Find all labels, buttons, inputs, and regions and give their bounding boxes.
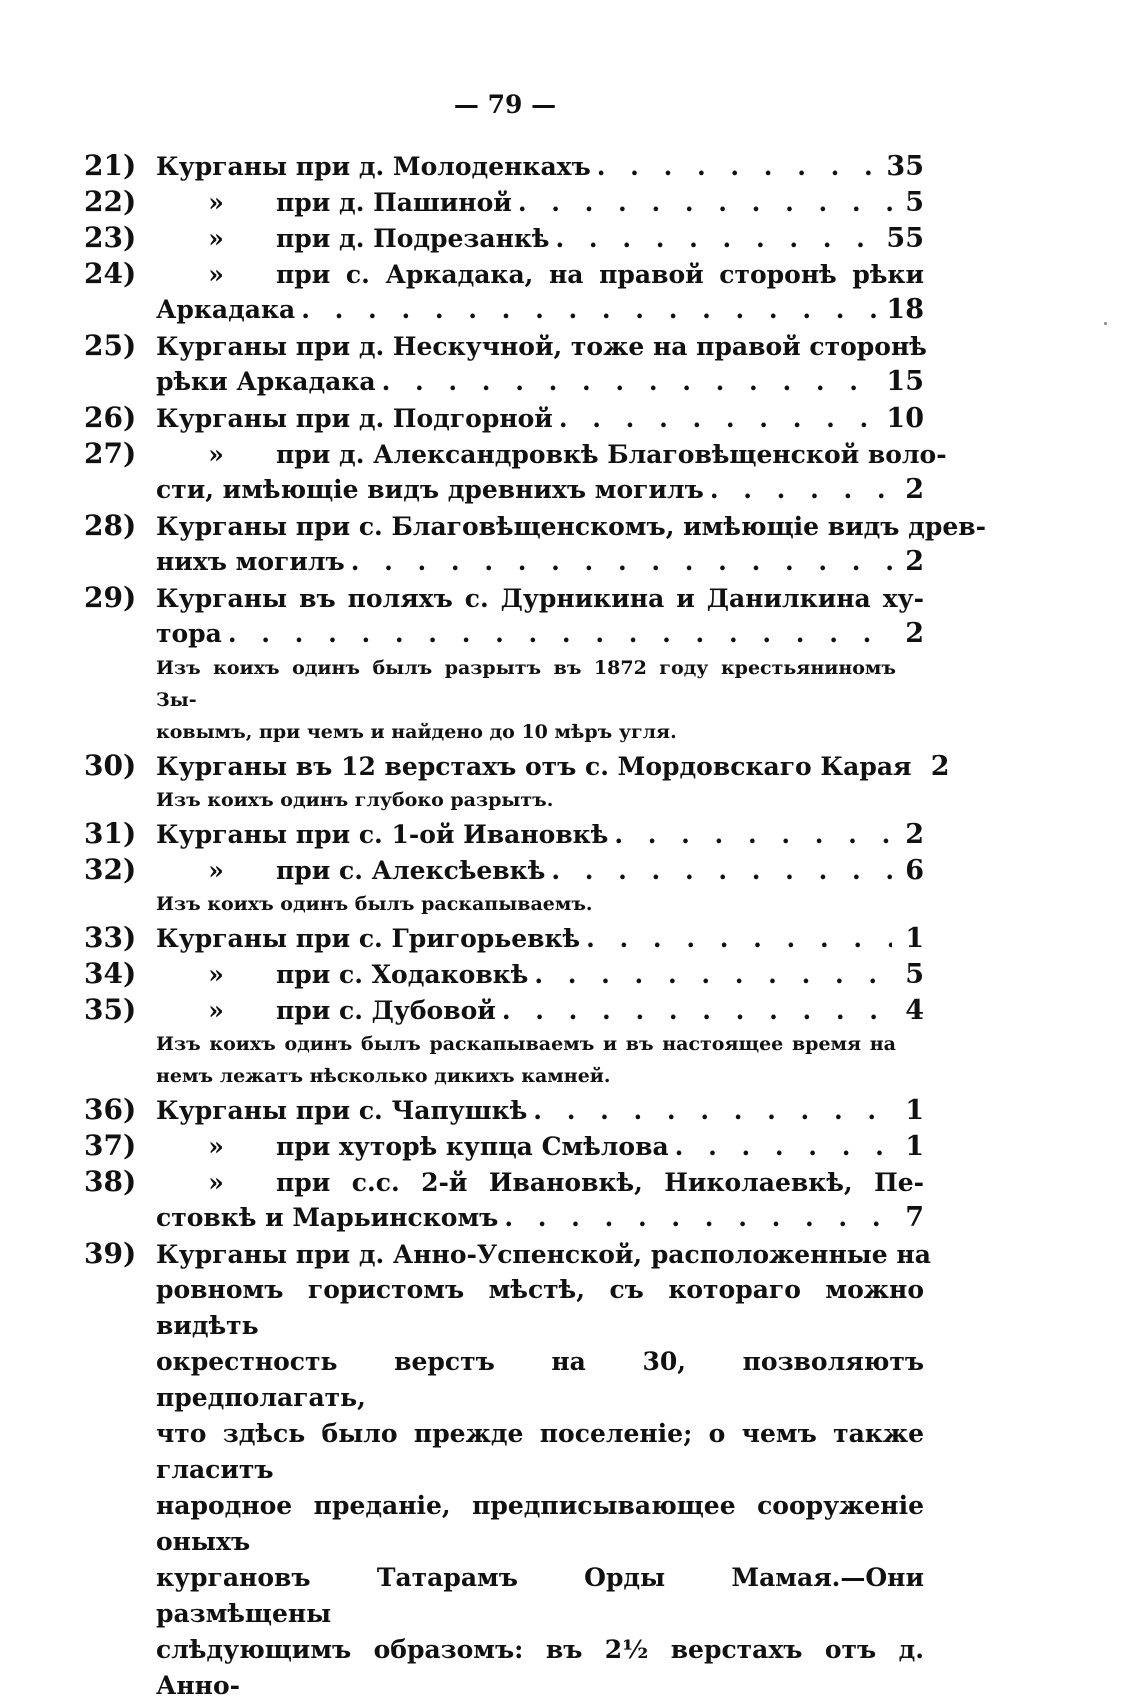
entry-count: 35 <box>886 151 924 182</box>
entry-line <box>84 816 924 852</box>
dot-leader <box>675 1129 892 1165</box>
note-line: ковымъ, при чемъ и найдено до 10 мѣръ угля. <box>156 721 677 743</box>
entry-count: 15 <box>886 366 924 397</box>
list-item <box>84 852 924 920</box>
entry-note <box>84 784 896 816</box>
entry-count: 55 <box>886 223 924 254</box>
entry-number: 33) <box>84 921 137 954</box>
entry-count: 1 <box>905 1131 924 1162</box>
dot-leader <box>551 853 892 889</box>
entry-text: сти, имѣющіе видъ древнихъ могилъ <box>156 475 704 504</box>
entry-count: 6 <box>905 855 924 886</box>
list-item <box>84 1128 924 1164</box>
entry-text: Курганы при с. 1-ой Ивановкѣ <box>156 820 609 849</box>
entry-count: 2 <box>905 819 924 850</box>
entry-number: 24) <box>84 257 137 290</box>
ditto-mark: » <box>208 260 224 289</box>
ditto-mark: » <box>208 996 224 1025</box>
entry-text: Курганы въ поляхъ с. Дурникина и Данилкина ху- <box>156 584 924 613</box>
dot-leader <box>228 616 892 652</box>
entry-line <box>84 1092 924 1128</box>
entry-note <box>84 1028 896 1092</box>
entry-number: 30) <box>84 749 137 782</box>
list-item <box>84 1164 924 1236</box>
entry-count: 4 <box>905 995 924 1026</box>
entry-text: Аркадака <box>156 295 296 324</box>
entry-line <box>84 256 924 292</box>
entry-line <box>84 436 947 472</box>
scan-speck <box>1104 322 1107 325</box>
entry-line <box>84 1236 931 1272</box>
entry-text: нихъ могилъ <box>156 547 345 576</box>
entry-line <box>84 328 927 364</box>
entry-count: 7 <box>905 1202 924 1233</box>
ditto-mark: » <box>208 856 224 885</box>
list-item <box>84 400 924 436</box>
entry-text: Курганы при с. Григорьевкѣ <box>156 924 581 953</box>
entry-line <box>84 1164 924 1200</box>
entry-text: Курганы при с. Благовѣщенскомъ, имѣющіе видъ древ- <box>156 512 986 541</box>
entry-text: слѣдующимъ образомъ: въ 2½ верстахъ отъ д. Анно- <box>156 1635 924 1700</box>
entry-text: Курганы при с. Чапушкѣ <box>156 1096 528 1125</box>
list-item <box>84 508 986 580</box>
entry-line <box>84 748 950 784</box>
entry-number: 32) <box>84 853 137 886</box>
entry-number: 35) <box>84 993 137 1026</box>
entry-text: при с. Аркадака, на правой сторонѣ рѣки <box>276 260 924 289</box>
list-item <box>84 148 924 184</box>
dot-leader <box>556 221 881 257</box>
entry-number: 29) <box>84 581 137 614</box>
entry-line <box>84 580 924 616</box>
entry-text: при с. Дубовой <box>276 996 496 1025</box>
ditto-mark: » <box>208 1168 224 1197</box>
dot-leader <box>597 149 881 185</box>
entry-count: 10 <box>886 403 924 434</box>
entry-text: ровномъ гористомъ мѣстѣ, съ котораго можно видѣть <box>156 1275 924 1340</box>
dot-leader <box>559 401 881 437</box>
entry-line <box>84 956 924 992</box>
dot-leader <box>504 1200 892 1236</box>
ditto-mark: » <box>208 1132 224 1161</box>
list-item <box>84 920 924 956</box>
entry-number: 38) <box>84 1165 137 1198</box>
list-item <box>84 956 924 992</box>
note-line: Изъ коихъ одинъ былъ раскапываемъ и въ настоящее время на <box>156 1033 896 1055</box>
entry-text: Курганы при д. Подгорной <box>156 404 553 433</box>
entry-text: Курганы при д. Молоденкахъ <box>156 152 591 181</box>
entry-line <box>84 184 924 220</box>
dot-leader <box>614 817 892 853</box>
entry-count: 1 <box>905 923 924 954</box>
entry-number: 21) <box>84 149 137 182</box>
dot-leader <box>533 1093 892 1129</box>
note-line: Изъ коихъ одинъ былъ разрытъ въ 1872 году крестьяниномъ Зы- <box>156 657 896 711</box>
entry-note <box>84 652 896 748</box>
entry-text: народное преданіе, предписывающее сооруженіе оныхъ <box>156 1491 924 1556</box>
entry-text: при д. Пашиной <box>276 188 512 217</box>
entry-text: тора <box>156 619 222 648</box>
list-item <box>84 184 924 220</box>
list-item <box>84 816 924 852</box>
dot-leader <box>382 364 881 400</box>
entry-text: при д. Александровкѣ Благовѣщенской воло- <box>276 440 947 469</box>
entry-list <box>84 148 986 1704</box>
entry-number: 34) <box>84 957 137 990</box>
dot-leader <box>586 921 892 957</box>
entry-text: стовкѣ и Марьинскомъ <box>156 1203 499 1232</box>
entry-line <box>84 148 924 184</box>
entry-count: 5 <box>905 187 924 218</box>
entry-line <box>84 400 924 436</box>
entry-number: 27) <box>84 437 137 470</box>
entry-text: что здѣсь было прежде поселеніе; о чемъ также гласитъ <box>156 1419 924 1484</box>
entry-text: рѣки Аркадака <box>156 367 376 396</box>
entry-number: 26) <box>84 401 137 434</box>
entry-line <box>84 920 924 956</box>
entry-number: 22) <box>84 185 137 218</box>
list-item <box>84 436 947 508</box>
entry-count: 1 <box>905 1095 924 1126</box>
entry-text: Курганы при д. Нескучной, тоже на правой сторонѣ <box>156 332 927 361</box>
entry-line <box>84 508 986 544</box>
list-item <box>84 220 924 256</box>
list-item <box>84 580 924 748</box>
entry-line <box>84 544 924 580</box>
dot-leader <box>710 472 892 508</box>
entry-text: окрестность верстъ на 30, позволяютъ предполагать, <box>156 1347 924 1412</box>
entry-line <box>84 1200 924 1236</box>
entry-count: 5 <box>905 959 924 990</box>
entry-text: кургановъ Татарамъ Орды Мамая.—Они размѣщены <box>156 1563 924 1628</box>
entry-text: Курганы въ 12 верстахъ отъ с. Мордовскаго Карая <box>156 752 912 781</box>
list-item <box>84 992 924 1092</box>
list-item <box>84 748 950 816</box>
entry-text: при с. Алексѣевкѣ <box>276 856 546 885</box>
note-line: Изъ коихъ одинъ былъ раскапываемъ. <box>156 893 593 915</box>
dot-leader <box>518 185 892 221</box>
dot-leader <box>351 544 892 580</box>
ditto-mark: » <box>208 188 224 217</box>
ditto-mark: » <box>208 960 224 989</box>
entry-line <box>84 220 924 256</box>
page-number: — 79 — <box>453 90 557 119</box>
note-line: немъ лежатъ нѣсколько дикихъ камней. <box>156 1065 611 1087</box>
entry-number: 23) <box>84 221 137 254</box>
list-item <box>84 256 924 328</box>
entry-line <box>84 616 924 652</box>
entry-line <box>84 852 924 888</box>
entry-text: при с. Ходаковкѣ <box>276 960 529 989</box>
dot-leader <box>301 292 880 328</box>
entry-note <box>84 888 896 920</box>
entry-text: при д. Подрезанкѣ <box>276 224 550 253</box>
list-item <box>84 328 927 400</box>
entry-count: 2 <box>905 474 924 505</box>
entry-number: 25) <box>84 329 137 362</box>
entry-number: 37) <box>84 1129 137 1162</box>
entry-count: 18 <box>886 294 924 325</box>
entry-number: 28) <box>84 509 137 542</box>
entry-line <box>84 992 924 1028</box>
entry-line <box>84 472 924 508</box>
note-line: Изъ коихъ одинъ глубоко разрытъ. <box>156 789 554 811</box>
entry-count: 2 <box>905 546 924 577</box>
entry-text: при хуторѣ купца Смѣлова <box>276 1132 669 1161</box>
entry-text: Курганы при д. Анно-Успенской, расположенные на <box>156 1240 931 1269</box>
entry-line <box>84 364 924 400</box>
ditto-mark: » <box>208 224 224 253</box>
ditto-mark: » <box>208 440 224 469</box>
list-item <box>84 1236 931 1704</box>
entry-line <box>84 292 924 328</box>
entry-number: 36) <box>84 1093 137 1126</box>
entry-count: 2 <box>930 751 950 782</box>
entry-count: 2 <box>905 618 924 649</box>
entry-number: 39) <box>84 1237 137 1270</box>
entry-number: 31) <box>84 817 137 850</box>
list-item <box>84 1092 924 1128</box>
entry-line <box>84 1128 924 1164</box>
dot-leader <box>534 957 892 993</box>
dot-leader <box>502 993 892 1029</box>
entry-text: при с.с. 2-й Ивановкѣ, Николаевкѣ, Пе- <box>276 1168 924 1197</box>
